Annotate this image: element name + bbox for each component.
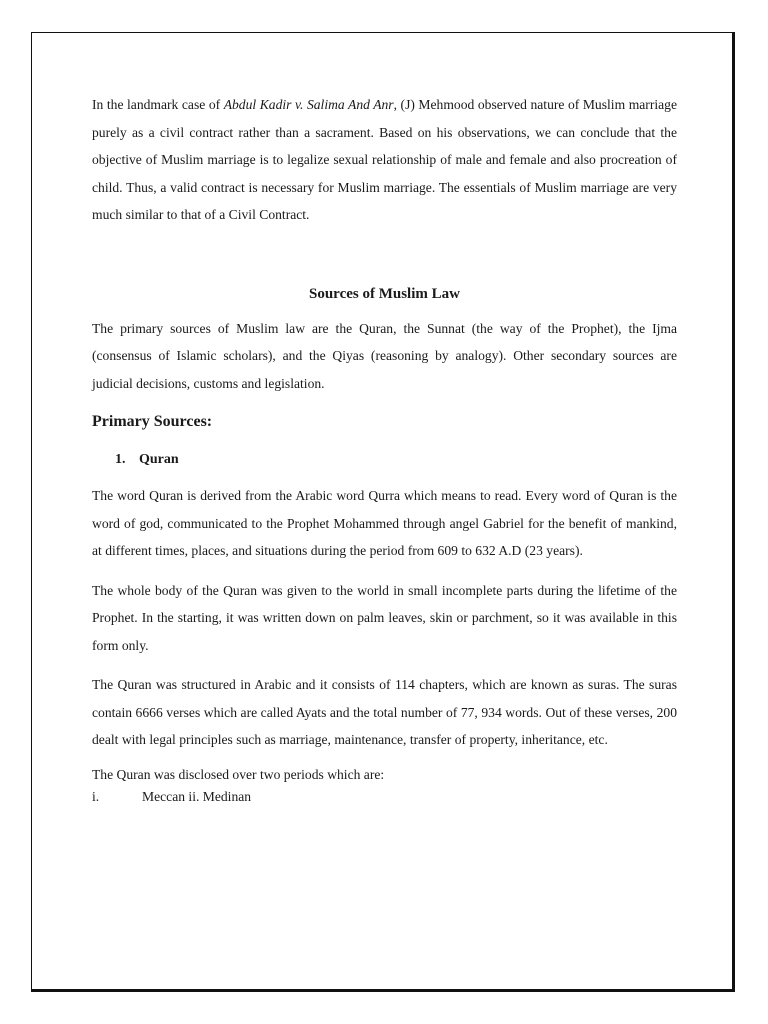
item-number: 1. (115, 452, 126, 467)
primary-sources-heading: Primary Sources: (92, 413, 213, 430)
quran-paragraph: The Quran was structured in Arabic and it consists of 114 chapters, which are known as suras. The suras contain 6666 verses which are called Ayats and the total number of 77, 934 words. Out of these verses, 200 dealt with legal principles such as marriage, maintenance, transfer of property, inheritance, etc. (92, 677, 677, 747)
item-title: Quran (139, 452, 179, 467)
periods-intro: The Quran was disclosed over two periods which are: (92, 766, 385, 782)
list-text: Meccan ii. Medinan (142, 788, 252, 804)
list-marker: i. (92, 788, 100, 804)
document-page (31, 32, 735, 992)
quran-paragraph: The word Quran is derived from the Arabic word Qurra which means to read. Every word of Quran is the word of god, communicated to the Prophet Mohammed through angel Gabriel for the benefit of mankind, at different times, places, and situations during the period from 609 to 632 A.D (23 years). (92, 488, 677, 558)
intro-text-after: , (J) Mehmood observed nature of Muslim marriage purely as a civil contract rather than a sacrament. Based on his observations, we can conclude that the objective of Muslim marriage is to legalize sexual relationship of male and female and also procreation of child. Thus, a valid contract is necessary for Muslim marriage. The essentials of Muslim marriage are very much similar to that of a Civil Contract. (92, 97, 677, 222)
intro-paragraph (92, 91, 677, 229)
periods-list (92, 786, 677, 808)
intro-text-before: In the landmark case of (92, 97, 224, 112)
numbered-item-quran (115, 450, 677, 470)
sources-paragraph: The primary sources of Muslim law are the Quran, the Sunnat (the way of the Prophet), the Ijma (consensus of Islamic scholars), and the Qiyas (reasoning by analogy). Other secondary sources are judicial decisions, customs and legislation. (92, 320, 677, 391)
sources-heading: Sources of Muslim Law (309, 285, 460, 302)
quran-paragraph: The whole body of the Quran was given to the world in small incomplete parts during the lifetime of the Prophet. In the starting, it was written down on palm leaves, skin or parchment, so it was available in this form only. (92, 582, 677, 653)
case-name: Abdul Kadir v. Salima And Anr (223, 97, 394, 112)
page-content (92, 91, 677, 808)
